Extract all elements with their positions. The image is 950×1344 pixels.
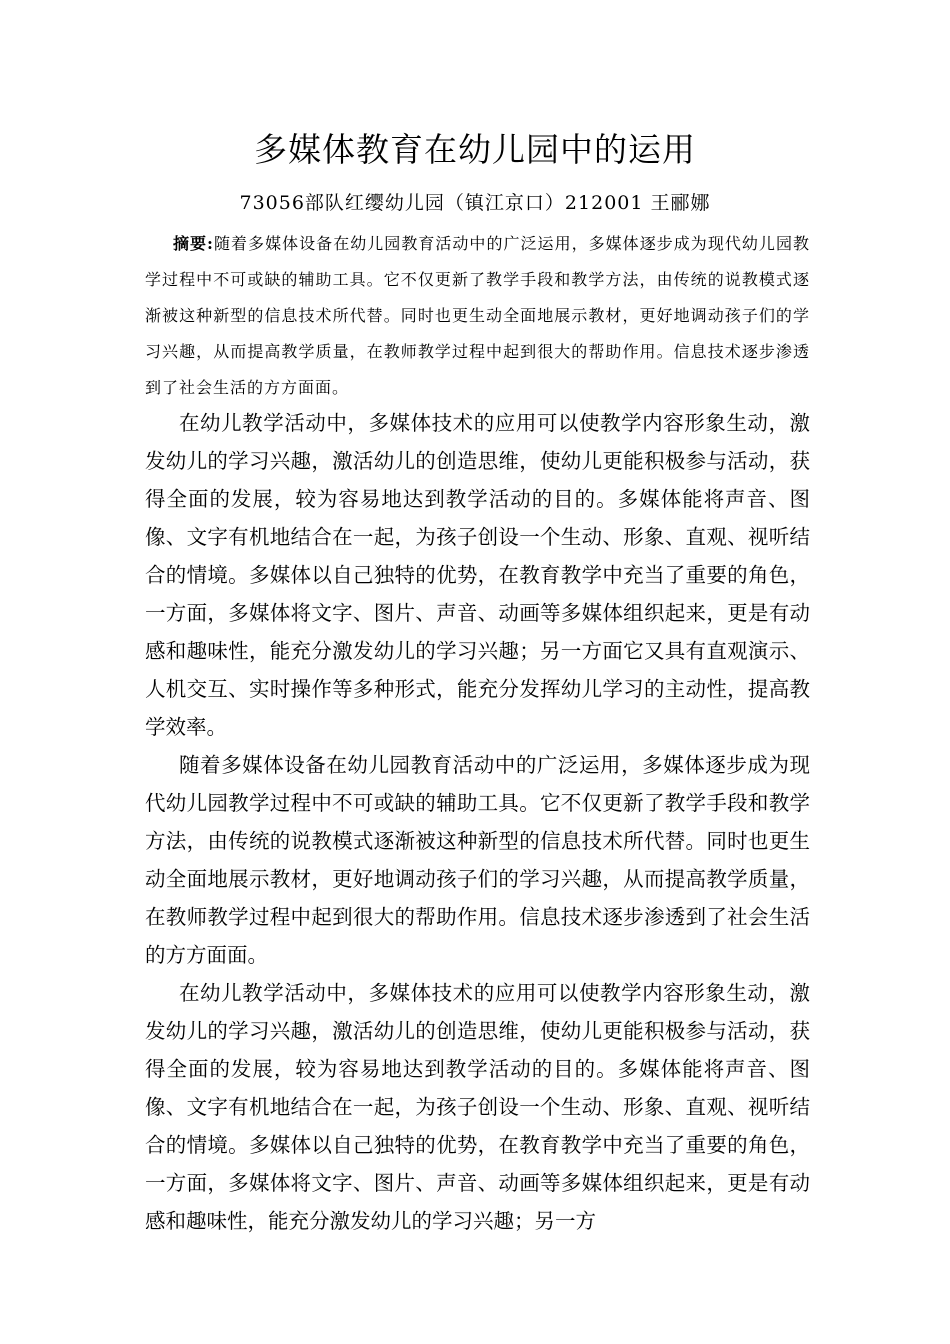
paragraph-1: 在幼儿教学活动中，多媒体技术的应用可以使教学内容形象生动，激发幼儿的学习兴趣，激活幼儿的创造思维，使幼儿更能积极参与活动，获得全面的发展，较为容易地达到教学活动的目的。多媒体能将声音、图像、文字有机地结合在一起，为孩子创设一个生动、形象、直观、视听结合的情境。多媒体以自己独特的优势，在教育教学中充当了重要的角色，一方面，多媒体将文字、图片、声音、动画等多媒体组织起来，更是有动感和趣味性，能充分激发幼儿的学习兴趣；另一方面它又具有直观演示、人机交互、实时操作等多种形式，能充分发挥幼儿学习的主动性，提高教学效率。 (145, 411, 810, 739)
author-line: 73056部队红缨幼儿园（镇江京口）212001 王郦娜 (239, 192, 711, 214)
document-title: 多媒体教育在幼儿园中的运用 (254, 130, 696, 169)
paragraph-2: 随着多媒体设备在幼儿园教育活动中的广泛运用，多媒体逐步成为现代幼儿园教学过程中不可或缺的辅助工具。它不仅更新了教学手段和教学方法，由传统的说教模式逐渐被这种新型的信息技术所代替。同时也更生动全面地展示教材，更好地调动孩子们的学习兴趣，从而提高教学质量，在教师教学过程中起到很大的帮助作用。信息技术逐步渗透到了社会生活的方方面面。 (145, 753, 810, 967)
paragraph-3: 在幼儿教学活动中，多媒体技术的应用可以使教学内容形象生动，激发幼儿的学习兴趣，激活幼儿的创造思维，使幼儿更能积极参与活动，获得全面的发展，较为容易地达到教学活动的目的。多媒体能将声音、图像、文字有机地结合在一起，为孩子创设一个生动、形象、直观、视听结合的情境。多媒体以自己独特的优势，在教育教学中充当了重要的角色，一方面，多媒体将文字、图片、声音、动画等多媒体组织起来，更是有动感和趣味性，能充分激发幼儿的学习兴趣；另一方 (145, 981, 810, 1233)
abstract-label: 摘要: (173, 234, 214, 253)
body-text (145, 404, 810, 1240)
abstract-text: 随着多媒体设备在幼儿园教育活动中的广泛运用，多媒体逐步成为现代幼儿园教学过程中不可或缺的辅助工具。它不仅更新了教学手段和教学方法，由传统的说教模式逐渐被这种新型的信息技术所代替。同时也更生动全面地展示教材，更好地调动孩子们的学习兴趣，从而提高教学质量，在教师教学过程中起到很大的帮助作用。信息技术逐步渗透到了社会生活的方方面面。 (145, 234, 810, 397)
abstract (145, 226, 810, 406)
